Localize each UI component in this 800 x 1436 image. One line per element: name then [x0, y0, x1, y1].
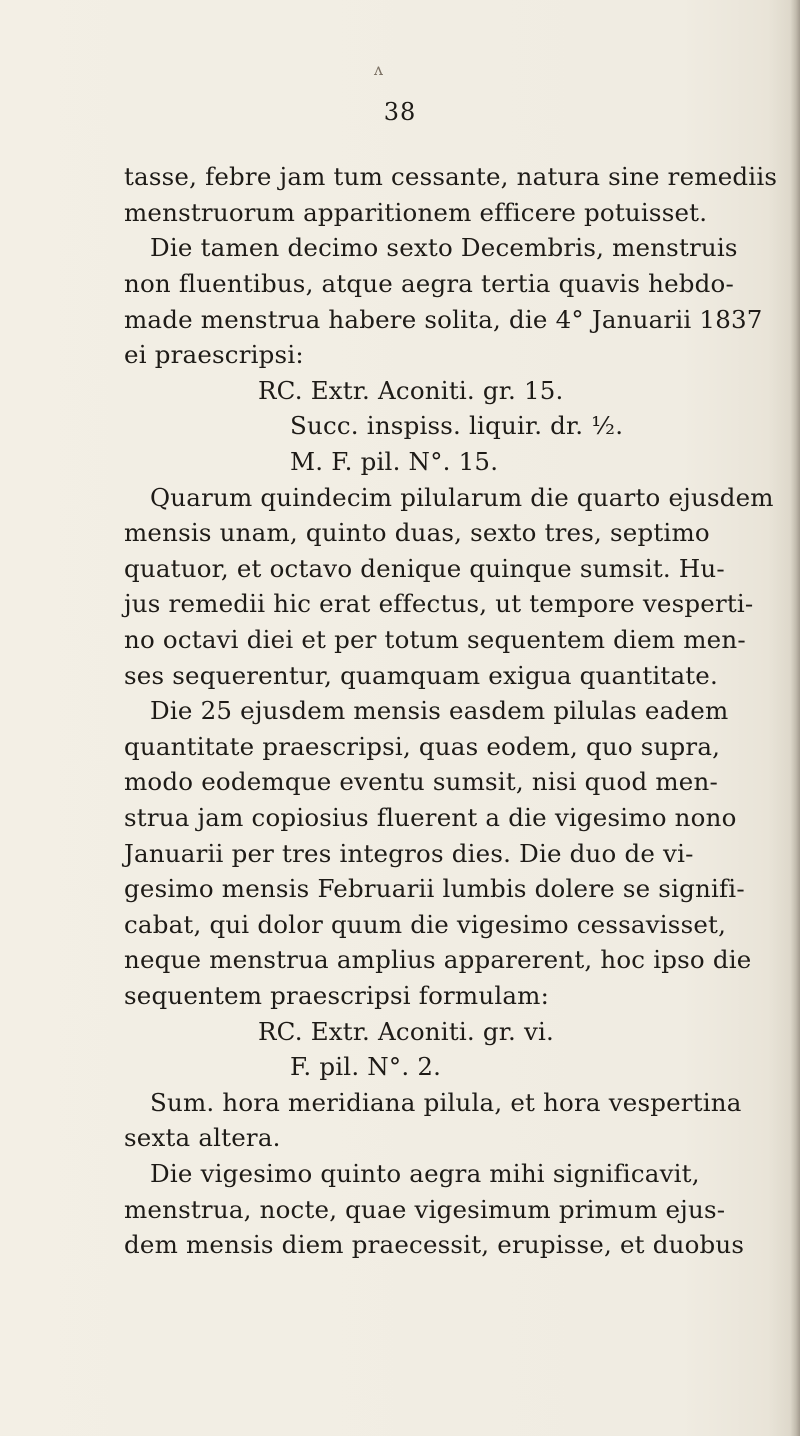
text-line: sexta altera. [124, 1123, 281, 1152]
text-line: Die 25 ejusdem mensis easdem pilulas eadem [150, 696, 729, 725]
page-number: 38 [383, 98, 417, 126]
text-line: neque menstrua amplius apparerent, hoc ipso die [124, 945, 752, 974]
page-edge-shadow [790, 0, 800, 1436]
text-line: sequentem praescripsi formulam: [124, 981, 550, 1010]
text-line: quantitate praescripsi, quas eodem, quo supra, [124, 732, 721, 761]
text-line: dem mensis diem praecessit, erupisse, et duobus [124, 1230, 745, 1259]
prescription-line: Succ. inspiss. liquir. dr. ½. [290, 411, 624, 440]
text-line: Die vigesimo quinto aegra mihi significavit, [150, 1159, 700, 1188]
text-line: gesimo mensis Februarii lumbis dolere se signifi- [124, 874, 745, 903]
text-line: menstrua, nocte, quae vigesimum primum ejus- [124, 1195, 726, 1224]
prescription-line: RC. Extr. Aconiti. gr. 15. [258, 376, 564, 405]
text-line: Januarii per tres integros dies. Die duo de vi- [124, 839, 694, 868]
text-line: modo eodemque eventu sumsit, nisi quod men- [124, 767, 718, 796]
prescription-line: M. F. pil. N°. 15. [290, 447, 499, 476]
text-line: strua jam copiosius fluerent a die vigesimo nono [124, 803, 737, 832]
prescription-line: RC. Extr. Aconiti. gr. vi. [258, 1017, 555, 1046]
text-line: non fluentibus, atque aegra tertia quavis hebdo- [124, 269, 734, 298]
pencil-mark: ʌ [374, 60, 384, 79]
text-line: jus remedii hic erat effectus, ut tempore vesperti- [124, 589, 754, 618]
text-line: made menstrua habere solita, die 4° Januarii 1837 [124, 305, 763, 334]
text-line: quatuor, et octavo denique quinque sumsit. Hu- [124, 554, 725, 583]
text-line: no octavi diei et per totum sequentem diem men- [124, 625, 746, 654]
text-line: ei praescripsi: [124, 340, 304, 369]
text-line: cabat, qui dolor quum die vigesimo cessavisset, [124, 910, 727, 939]
text-line: ses sequerentur, quamquam exigua quantitate. [124, 661, 718, 690]
text-line: tasse, febre jam tum cessante, natura sine remediis [124, 162, 778, 191]
text-line: menstruorum apparitionem efficere potuisset. [124, 198, 708, 227]
text-line: Quarum quindecim pilularum die quarto ejusdem [150, 483, 774, 512]
text-line: mensis unam, quinto duas, sexto tres, septimo [124, 518, 710, 547]
text-line: Die tamen decimo sexto Decembris, menstruis [150, 233, 738, 262]
prescription-line: F. pil. N°. 2. [290, 1052, 442, 1081]
text-line: Sum. hora meridiana pilula, et hora vespertina [150, 1088, 742, 1117]
